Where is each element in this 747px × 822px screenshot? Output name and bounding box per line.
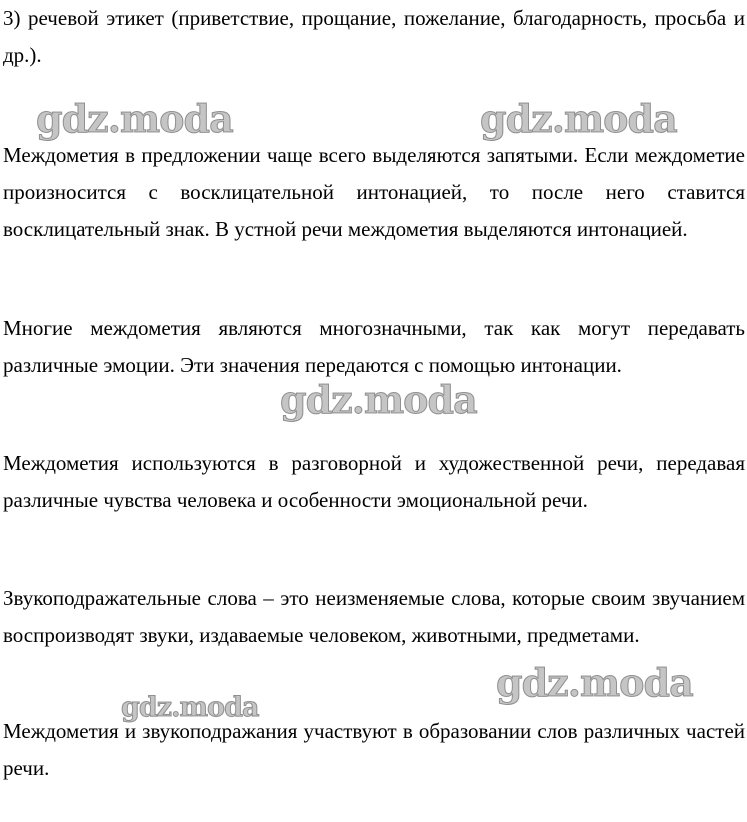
- watermark-logo: gdz.moda: [480, 96, 677, 141]
- paragraph-usage: Междометия используются в разговорной и художественной речи, передавая различные чувства человека и особенности эмоциональной речи.: [3, 451, 745, 512]
- paragraph-polysemy: Многие междометия являются многозначными, так как могут передавать различные эмоции. Эти значения передаются с помощью интонации.: [3, 316, 745, 377]
- paragraph-word-formation: Междометия и звукоподражания участвуют в образовании слов различных частей речи.: [3, 719, 745, 780]
- watermark-logo: gdz.moda: [496, 660, 693, 705]
- watermark-logo: gdz.moda: [36, 96, 233, 141]
- paragraph-onomatopoeia: Звукоподражательные слова – это неизменяемые слова, которые своим звучанием воспроизводят звуки, издаваемые человеком, животными, предметами.: [3, 586, 745, 647]
- paragraph-speech-etiquette: 3) речевой этикет (приветствие, прощание, пожелание, благодарность, просьба и др.).: [3, 6, 745, 67]
- watermark-logo: gdz.moda: [280, 377, 477, 422]
- paragraph-interjection-punctuation: Междометия в предложении чаще всего выделяются запятыми. Если междометие произносится с восклицательной интонацией, то после него ставится восклицательный знак. В устной речи междометия выделяются интонацией.: [3, 143, 745, 241]
- watermark-logo: gdz.moda: [121, 692, 259, 723]
